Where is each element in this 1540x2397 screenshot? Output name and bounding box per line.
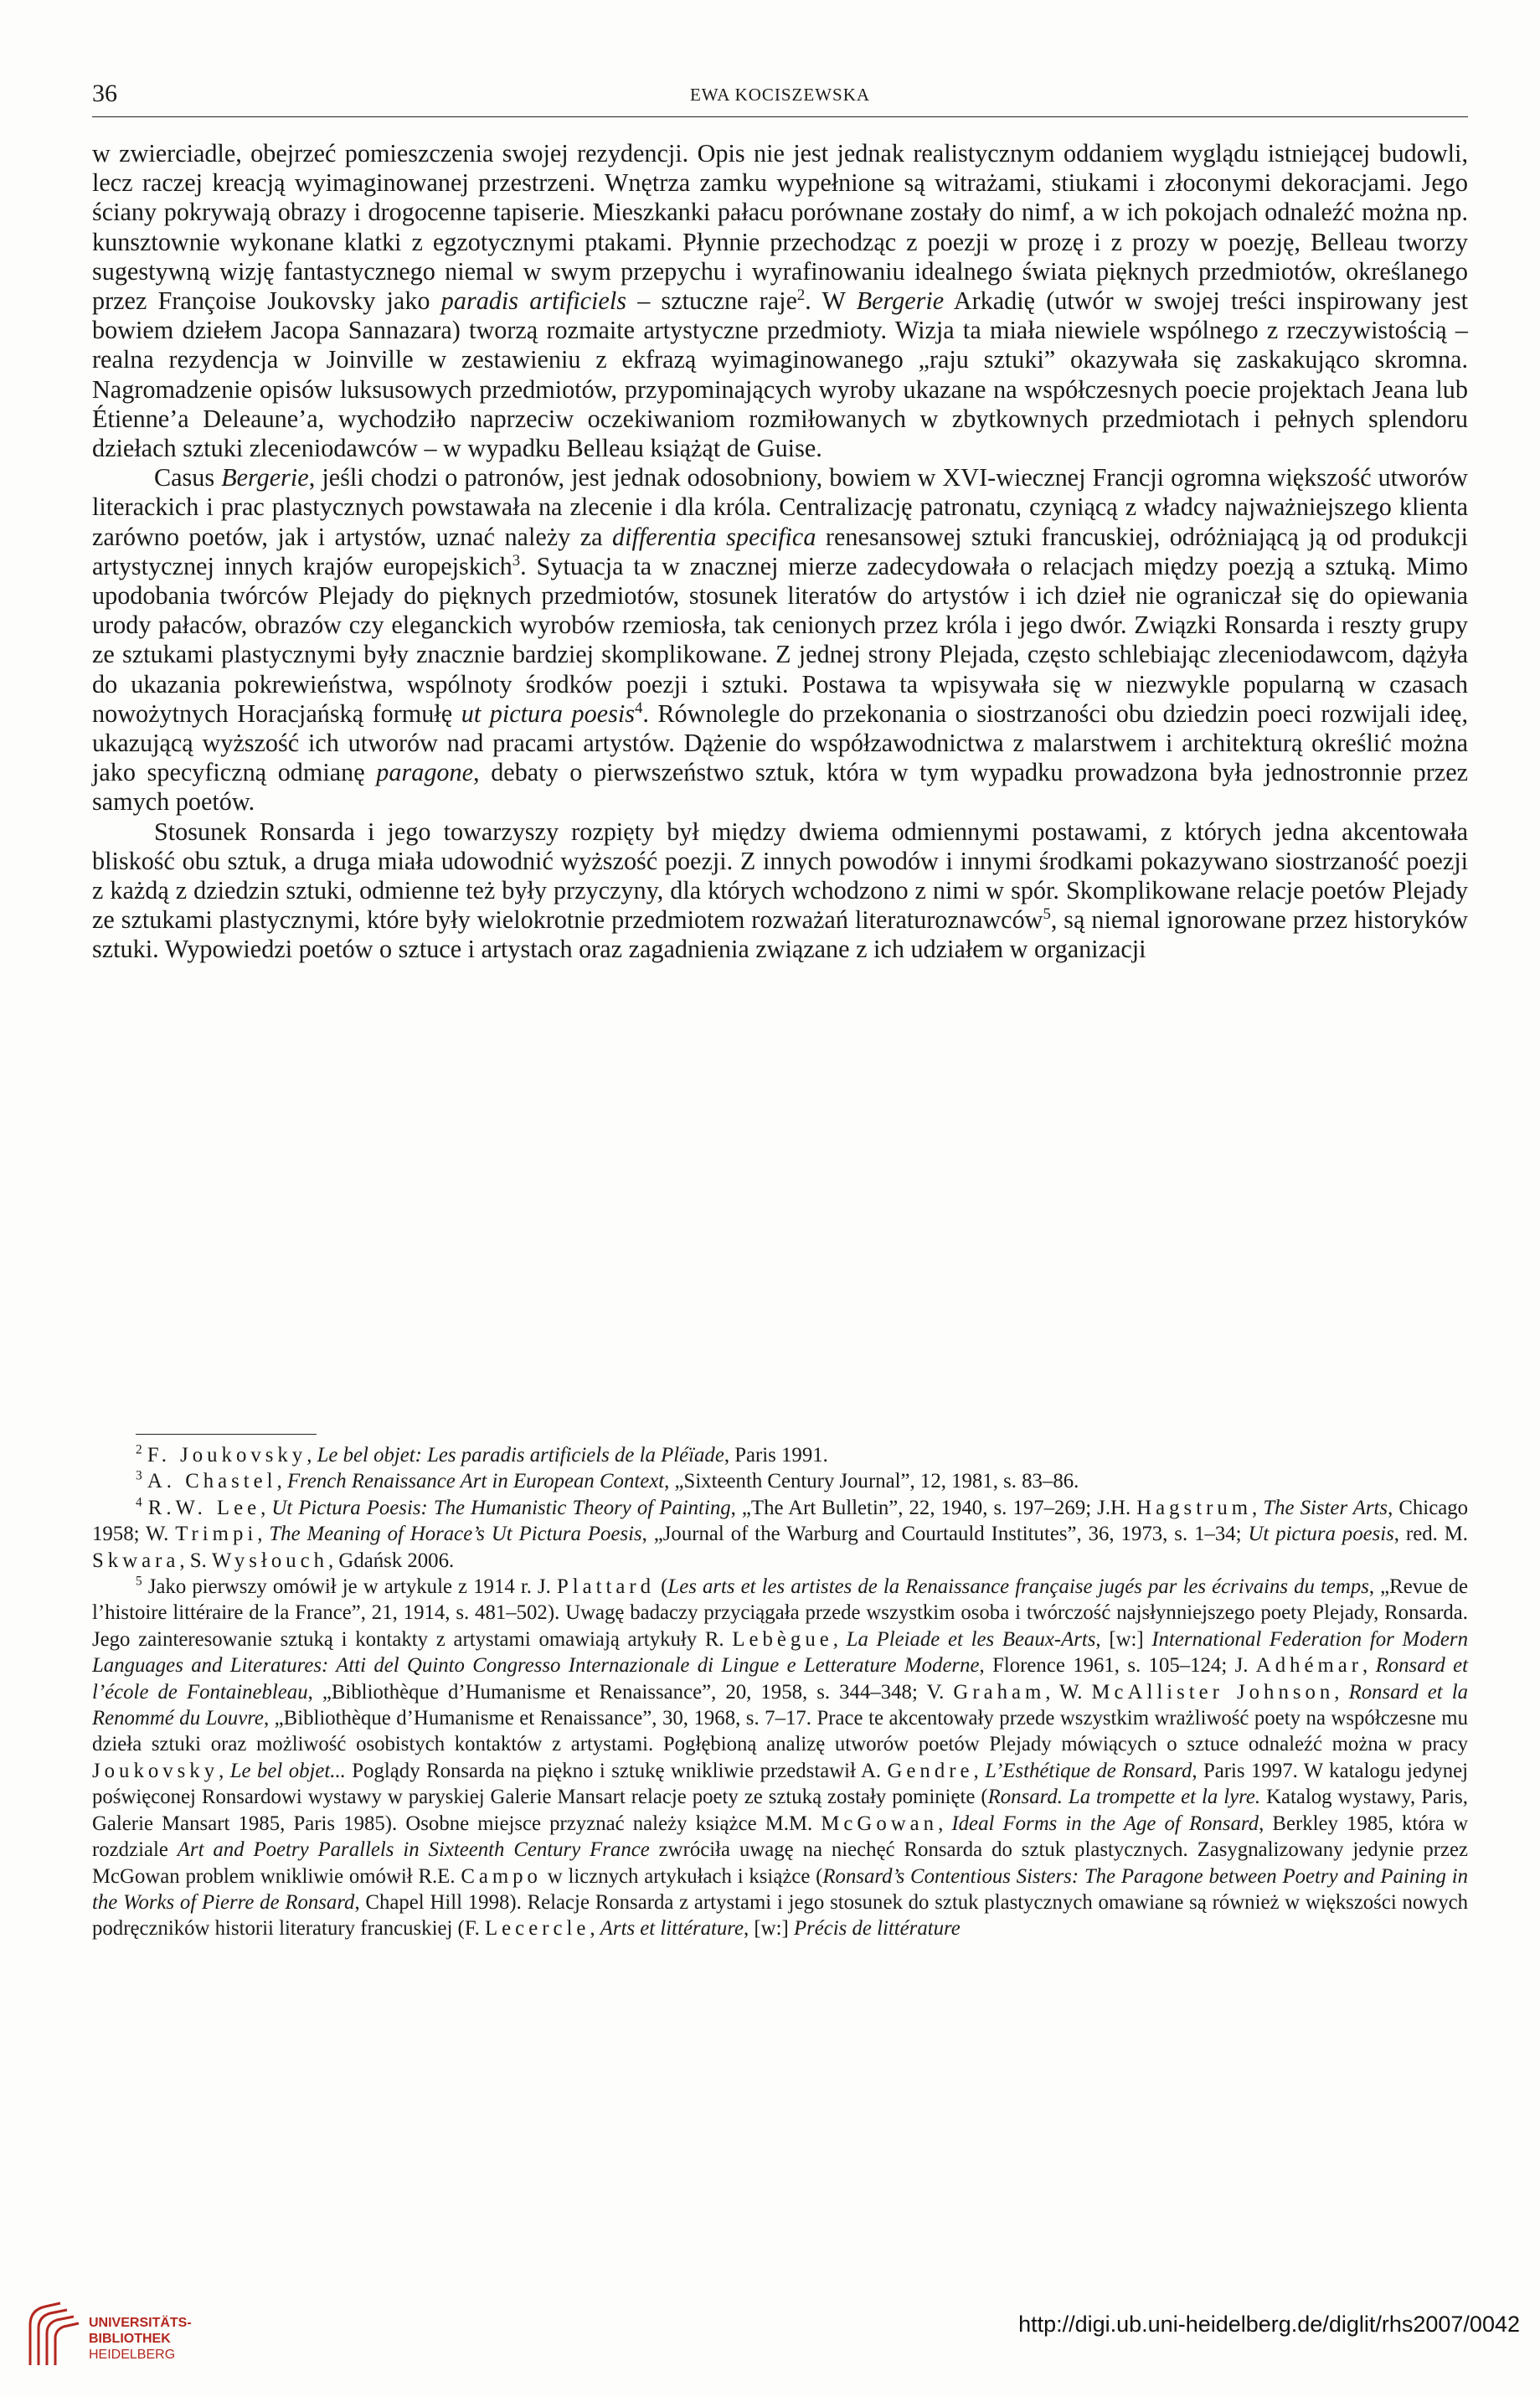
library-logo-icon (23, 2302, 82, 2369)
footnote-ref: 4 (634, 698, 643, 717)
page-header (92, 80, 1468, 117)
footnote-5: $^5$ Jako pierwszy omówił je w artykule z 1914 r. J. Plattard (Les arts et les artistes de la Renaissance française jugés par les écrivains du temps, „Revue de l’histoire littéraire de la France”, 21, 1914, s. 481–502). Uwagę badaczy przyciągała przede wszystkim osoba i twórczość najsłynniejszego poety Plejady, Ronsarda. Jego zainteresowanie sztuką i kontakty z artystami omawiają artykuły R. Lebègue, La Pleiade et les Beaux-Arts, [w:] International Federation for Modern Languages and Literatures: Atti del Quinto Congresso Internazionale di Lingue e Letterature Moderne, Florence 1961, s. 105–124; J. Adhémar, Ronsard et l’école de Fontainebleau, „Bibliothèque d’Humanisme et Renaissance”, 20, 1958, s. 344–348; V. Graham, W. McAllister Johnson, Ronsard et la Renommé du Louvre, „Bibliothèque d’Humanisme et Renaissance”, 30, 1968, s. 7–17. Prace te akcentowały przede wszystkim wrażliwość poety na współczesne mu dzieła sztuki oraz możliwość osobistych kontaktów z artystami. Pogłębioną analizę utworów poetów Plejady mówiących o sztuce odnaleźć można w pracy Joukovsky, Le bel objet... Poglądy Ronsarda na piękno i sztukę wnikliwie przedstawił A. Gendre, L’Esthétique de Ronsard, Paris 1997. W katalogu jedynej poświęconej Ronsardowi wystawy w paryskiej Galerie Mansart relacje poety ze sztuką zostały pominięte (Ronsard. La trompette et la lyre. Katalog wystawy, Paris, Galerie Mansart 1985, Paris 1985). Osobne miejsce przyznać należy książce M.M. McGowan, Ideal Forms in the Age of Ronsard, Berkley 1985, która w rozdziale Art and Poetry Parallels in Sixteenth Century France zwróciła uwagę na niechęć Ronsarda do sztuk plastycznych. Zasygnalizowany jedynie przez McGowan problem wnikliwie omówił R.E. Campo w licznych artykułach i książce (Ronsard’s Contentious Sisters: The Paragone between Poetry and Paining in the Works of Pierre de Ronsard, Chapel Hill 1998). Relacje Ronsarda z artystami i jego stosunek do sztuk plastycznych omawiane są również w większości nowych podręczników historii literatury francuskiej (F. Lecercle, Arts et littérature, [w:] Précis de littérature (92, 1574, 1468, 1941)
running-head: EWA KOCISZEWSKA (689, 85, 871, 105)
footnote-ref: 2 (796, 286, 806, 304)
footnote-ref: 3 (512, 551, 521, 570)
paragraph-3: Stosunek Ronsarda i jego towarzyszy rozpięty był między dwiema odmiennymi postawami, z których jedna akcentowała bliskość obu sztuk, a druga miała udowodnić wyższość poezji. Z innych powodów i innymi środkami pokazywano siostrzaność poezji z każdą z dziedzin sztuki, odmienne też były przyczyny, dla których wchodzono z nimi w spór. Skomplikowane relacje poetów Plejady ze sztukami plastycznymi, które były wielokrotnie przedmiotem rozważań literaturoznawców$^5$, są niemal ignorowane przez historyków sztuki. Wypowiedzi poetów o sztuce i artystach oraz zagadnienia związane z ich udziałem w organizacji (92, 817, 1468, 964)
source-url[interactable]: http://digi.ub.uni-heidelberg.de/diglit/rhs2007/0042 (1018, 2312, 1520, 2337)
library-logo-text: UNIVERSITÄTS- BIBLIOTHEK HEIDELBERG (89, 2316, 192, 2362)
page-number: 36 (92, 80, 117, 107)
paragraph-1: w zwierciadle, obejrzeć pomieszczenia swojej rezydencji. Opis nie jest jednak realistycznym oddaniem wyglądu istniejącej budowli, lecz raczej kreacją wyimaginowanej przestrzeni. Wnętrza zamku wypełnione są witrażami, stiukami i złoconymi dekoracjami. Jego ściany pokrywają obrazy i drogocenne tapiserie. Mieszkanki pałacu porównane zostały do nimf, a w ich pokojach odnaleźć można np. kunsztownie wykonane klatki z egzotycznymi ptakami. Płynnie przechodząc z poezji w prozę i z prozy w poezję, Belleau tworzy sugestywną wizję fantastycznego niemal w swym przepychu i wyrafinowaniu idealnego świata pięknych przedmiotów, określanego przez Françoise Joukovsky jako paradis artificiels – sztuczne raje$^2$. W Bergerie Arkadię (utwór w swojej treści inspirowany jest bowiem dziełem Jacopa Sannazara) tworzą rozmaite artystyczne przedmioty. Wizja ta miała niewiele wspólnego z rzeczywistością – realna rezydencja w Joinville w zestawieniu z ekfrazą wyimaginowanego „raju sztuki” okazywała się zaskakująco skromna. Nagromadzenie opisów luksusowych przedmiotów, przypominających wyroby ukazane na współczesnych poecie projektach Jeana lub Étienne’a Deleaune’a, wychodziło naprzeciw oczekiwaniom rozmiłowanych w zbytkownych przedmiotach i pełnych splendoru dziełach sztuki zleceniodawców – w wypadku Belleau książąt de Guise. (92, 139, 1469, 463)
footnote-4: $^4$ R.W. Lee, Ut Pictura Poesis: The Humanistic Theory of Painting, „The Art Bulletin”, 22, 1940, s. 197–269; J.H. Hagstrum, The Sister Arts, Chicago 1958; W. Trimpi, The Meaning of Horace’s Ut Pictura Poesis, „Journal of the Warburg and Courtauld Institutes”, 36, 1973, s. 1–34; Ut pictura poesis, red. M. Skwara, S. Wysłouch, Gdańsk 2006. (92, 1495, 1468, 1572)
footnote-3: $^3$ A. Chastel, French Renaissance Art in European Context, „Sixteenth Century Journal”, 12, 1981, s. 83–86. (136, 1469, 1079, 1493)
paragraph-2: Casus Bergerie, jeśli chodzi o patronów, jest jednak odosobniony, bowiem w XVI-wiecznej Francji ogromna większość utworów literackich i prac plastycznych powstawała na zlecenie i dla króla. Centralizację patronatu, czyniącą z władcy najważniejszego klienta zarówno poetów, jak i artystów, uznać należy za differentia specifica renesansowej sztuki francuskiej, odróżniającą ją od produkcji artystycznej innych krajów europejskich$^3$. Sytuacja ta w znacznej mierze zadecydowała o relacjach między poezją a sztuką. Mimo upodobania twórców Plejady do pięknych przedmiotów, stosunek literatów do artystów i ich dzieł nie ograniczał się do opiewania urody pałaców, obrazów czy eleganckich wyrobów rzemiosła, tak cenionych przez króla i jego dwór. Związki Ronsarda i reszty grupy ze sztukami plastycznymi były znacznie bardziej skomplikowane. Z jednej strony Plejada, często schlebiając zleceniodawcom, dążyła do ukazania pokrewieństwa, wspólnoty środków poezji i sztuki. Postawa ta wpisywała się w niezwykle popularną w czasach nowożytnych Horacjańską formułę ut pictura poesis$^4$. Równolegle do przekonania o siostrzaności obu dziedzin poeci rozwijali ideę, ukazującą wyższość ich utworów nad pracami artystów. Dążenie do współzawodnictwa z malarstwem i architekturą określić można jako specyficzną odmianę paragone, debaty o pierwszeństwo sztuk, która w tym wypadku prowadzona była jednostronnie przez samych poetów. (92, 463, 1469, 817)
library-logo[interactable] (23, 2302, 224, 2369)
footnote-ref: 5 (1043, 905, 1051, 924)
body-text (92, 139, 1468, 965)
footnotes (92, 1442, 1468, 1942)
footnote-2: $^2$ F. Joukovsky, Le bel objet: Les paradis artificiels de la Pléïade, Paris 1991. (136, 1442, 828, 1467)
footnote-divider (136, 1434, 317, 1435)
